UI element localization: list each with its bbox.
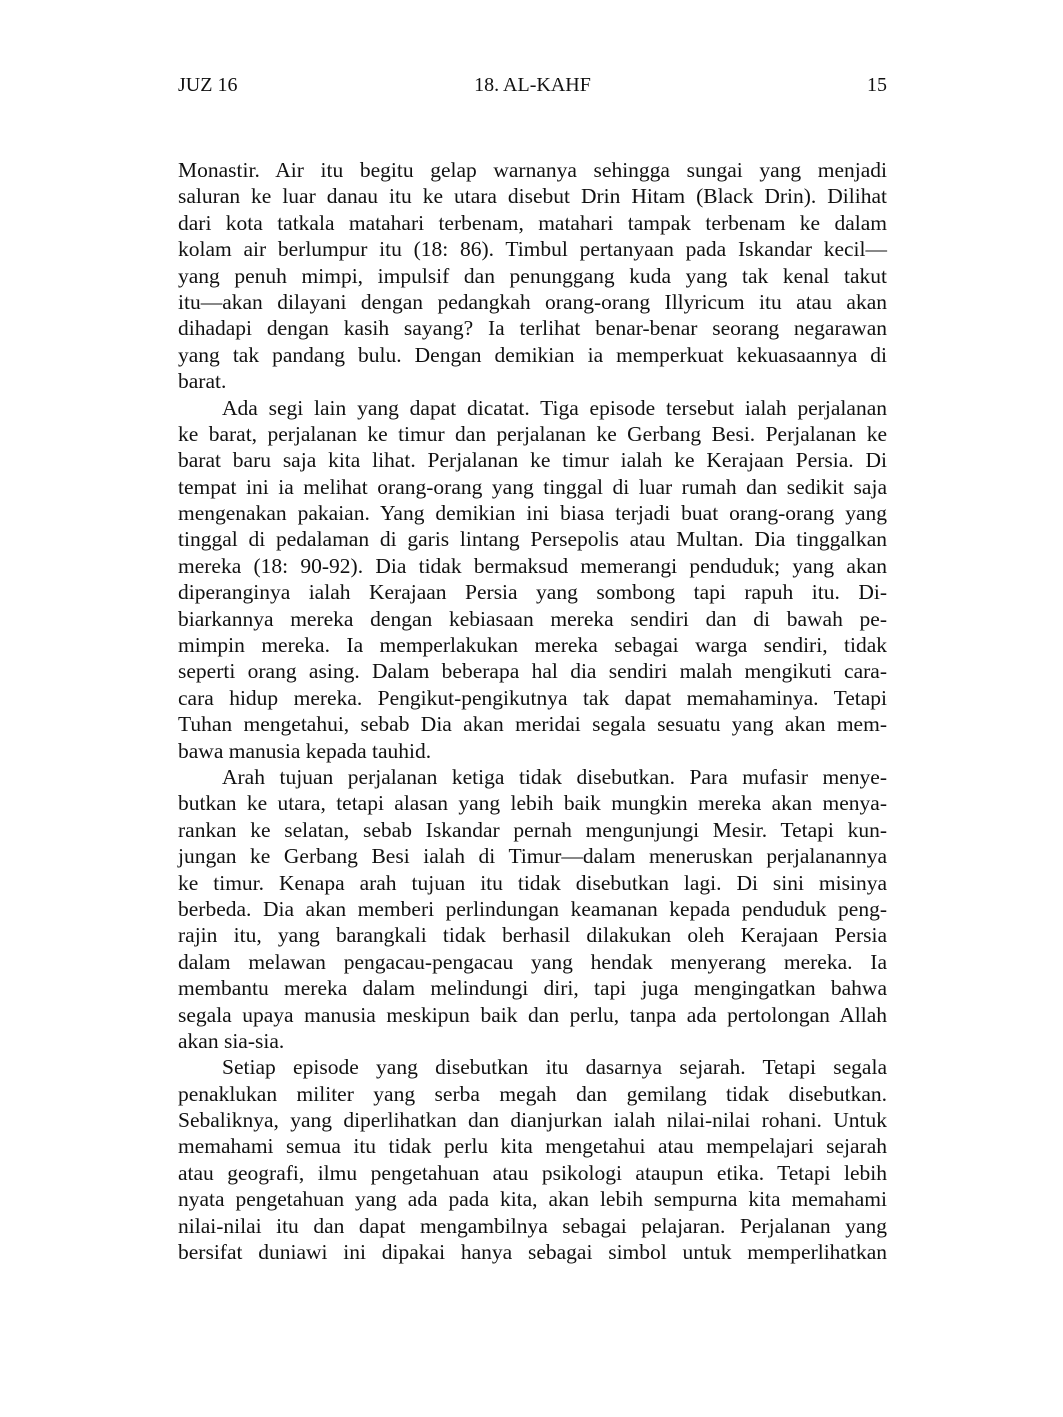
paragraph	[178, 1054, 887, 1265]
text-line: mengenakan pakaian. Yang demikian ini biasa terjadi buat orang-orang yang	[178, 501, 887, 526]
paragraph	[178, 395, 887, 764]
text-line: yang tak pandang bulu. Dengan demikian ia memperkuat kekuasaannya di	[178, 342, 887, 367]
text-line: akan sia-sia.	[178, 1028, 285, 1053]
text-line: dalam melawan pengacau-pengacau yang hendak menyerang mereka. Ia	[178, 949, 887, 974]
text-line: nilai-nilai itu dan dapat mengambilnya sebagai pelajaran. Perjalanan yang	[178, 1213, 887, 1238]
paragraph	[178, 764, 887, 1054]
text-line: dari kota tatkala matahari terbenam, matahari tampak terbenam ke dalam	[178, 210, 887, 235]
surah-title: 18. AL-KAHF	[474, 74, 591, 96]
text-line: Ada segi lain yang dapat dicatat. Tiga episode tersebut ialah perjalanan	[222, 395, 887, 420]
body-text	[178, 157, 887, 1265]
page-number: 15	[867, 74, 887, 96]
text-line: ke timur. Kenapa arah tujuan itu tidak disebutkan lagi. Di sini misinya	[178, 870, 887, 895]
text-line: saluran ke luar danau itu ke utara disebut Drin Hitam (Black Drin). Dilihat	[178, 184, 887, 209]
text-line: atau geografi, ilmu pengetahuan atau psikologi ataupun etika. Tetapi lebih	[178, 1160, 887, 1185]
juz-label: JUZ 16	[178, 74, 238, 96]
text-line: dihadapi dengan kasih sayang? Ia terlihat benar-benar seorang negarawan	[178, 316, 887, 341]
text-line: jungan ke Gerbang Besi ialah di Timur—dalam meneruskan perjalanannya	[178, 844, 887, 869]
text-line: rajin itu, yang barangkali tidak berhasil dilakukan oleh Kerajaan Persia	[178, 923, 887, 948]
text-line: seperti orang asing. Dalam beberapa hal dia sendiri malah mengikuti cara-	[178, 659, 887, 684]
text-line: mimpin mereka. Ia memperlakukan mereka sebagai warga sendiri, tidak	[178, 633, 887, 658]
text-line: ke barat, perjalanan ke timur dan perjalanan ke Gerbang Besi. Perjalanan ke	[178, 421, 887, 446]
text-line: tinggal di pedalaman di garis lintang Persepolis atau Multan. Dia tinggalkan	[178, 527, 887, 552]
paragraph	[178, 157, 887, 395]
text-line: itu—akan dilayani dengan pedangkah orang-orang Illyricum itu atau akan	[178, 289, 887, 314]
text-line: kolam air berlumpur itu (18: 86). Timbul pertanyaan pada Iskandar kecil—	[178, 237, 887, 262]
text-line: Sebaliknya, yang diperlihatkan dan dianjurkan ialah nilai-nilai rohani. Untuk	[178, 1108, 887, 1133]
text-line: membantu mereka dalam melindungi diri, tapi juga mengingatkan bahwa	[178, 976, 887, 1001]
text-line: butkan ke utara, tetapi alasan yang lebih baik mungkin mereka akan menya-	[178, 791, 887, 816]
text-line: Arah tujuan perjalanan ketiga tidak disebutkan. Para mufasir menye-	[222, 764, 887, 789]
text-line: nyata pengetahuan yang ada pada kita, akan lebih sempurna kita memahami	[178, 1187, 887, 1212]
text-line: biarkannya mereka dengan kebiasaan mereka sendiri dan di bawah pe-	[178, 606, 887, 631]
text-line: barat.	[178, 369, 227, 394]
text-line: memahami semua itu tidak perlu kita mengetahui atau mempelajari sejarah	[178, 1134, 887, 1159]
text-line: Setiap episode yang disebutkan itu dasarnya sejarah. Tetapi segala	[222, 1055, 887, 1080]
text-line: mereka (18: 90-92). Dia tidak bermaksud memerangi penduduk; yang akan	[178, 553, 887, 578]
text-line: cara hidup mereka. Pengikut-pengikutnya tak dapat memahaminya. Tetapi	[178, 685, 887, 710]
text-line: barat baru saja kita lihat. Perjalanan ke timur ialah ke Kerajaan Persia. Di	[178, 448, 887, 473]
text-line: rankan ke selatan, sebab Iskandar pernah mengunjungi Mesir. Tetapi kun-	[178, 817, 887, 842]
text-line: Monastir. Air itu begitu gelap warnanya sehingga sungai yang menjadi	[178, 158, 887, 182]
text-line: berbeda. Dia akan memberi perlindungan keamanan kepada penduduk peng-	[178, 896, 887, 921]
text-line: Tuhan mengetahui, sebab Dia akan meridai segala sesuatu yang akan mem-	[178, 712, 887, 737]
running-header	[178, 74, 887, 100]
text-line: tempat ini ia melihat orang-orang yang tinggal di luar rumah dan sedikit saja	[178, 474, 887, 499]
text-line: segala upaya manusia meskipun baik dan perlu, tanpa ada pertolongan Allah	[178, 1002, 887, 1027]
text-line: bersifat duniawi ini dipakai hanya sebagai simbol untuk memperlihatkan	[178, 1240, 887, 1265]
text-line: diperanginya ialah Kerajaan Persia yang sombong tapi rapuh itu. Di-	[178, 580, 887, 605]
text-line: yang penuh mimpi, impulsif dan penunggang kuda yang tak kenal takut	[178, 263, 887, 288]
text-line: penaklukan militer yang serba megah dan gemilang tidak disebutkan.	[178, 1081, 887, 1106]
text-line: bawa manusia kepada tauhid.	[178, 738, 432, 763]
